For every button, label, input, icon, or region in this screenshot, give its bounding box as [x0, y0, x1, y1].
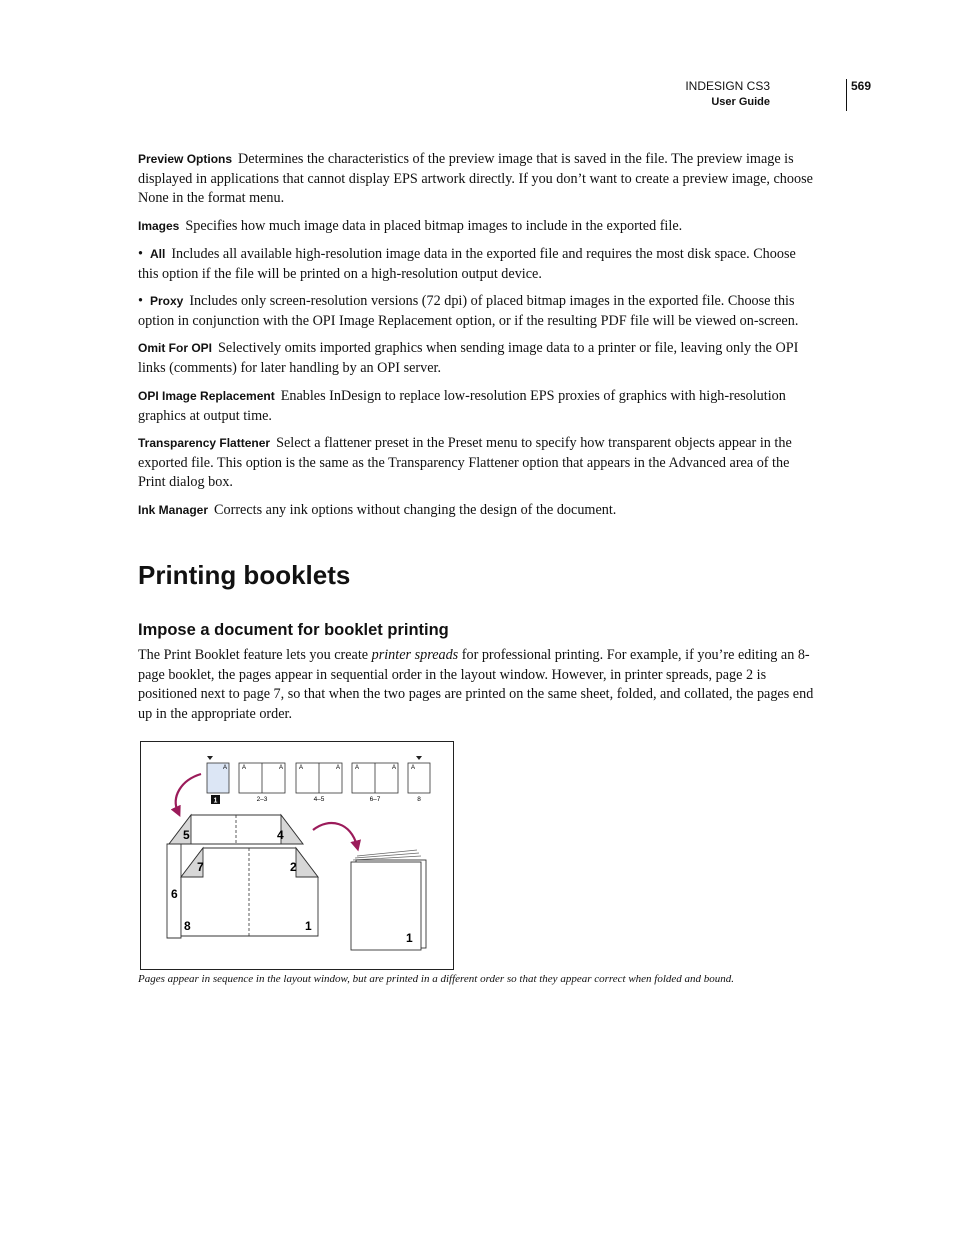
option-term: Ink Manager — [138, 503, 209, 517]
arrow-icon — [313, 823, 357, 846]
bullet: • — [138, 246, 143, 262]
page-number: 569 — [851, 79, 872, 93]
spread-indicator-icon — [416, 756, 422, 760]
booklet-figure — [140, 741, 454, 970]
layout-page-1 — [207, 756, 229, 805]
master-letter: A — [279, 765, 284, 771]
option-term: OPI Image Replacement — [138, 389, 275, 403]
master-letter: A — [411, 765, 416, 771]
layout-spread-6-7 — [352, 763, 398, 803]
option-ink-manager — [138, 501, 816, 521]
option-description: Selectively omits imported graphics when sending image data to a printer or file, leaving only the OPI links (comments) for later handling by an OPI server. — [138, 340, 799, 376]
option-all — [138, 245, 816, 284]
option-preview-options — [138, 150, 816, 209]
finished-booklet — [351, 850, 426, 950]
option-description: Determines the characteristics of the preview image that is saved in the file. The preview image is displayed in applications that cannot display EPS artwork directly. If you don’t want to create a preview image, choose None in the format menu. — [138, 151, 813, 206]
printer-sheets — [167, 815, 318, 938]
layout-spread-4-5 — [296, 763, 342, 803]
layout-spread-2-3 — [239, 763, 285, 803]
header-divider — [846, 79, 847, 111]
page-behind-number: 6 — [171, 887, 178, 901]
option-term: Images — [138, 219, 180, 233]
figure-caption: Pages appear in sequence in the layout window, but are printed in a different order so that they appear correct when folded and bound. — [138, 973, 735, 985]
option-term: Preview Options — [138, 152, 233, 166]
arrow-icon — [176, 774, 201, 812]
option-transparency-flattener — [138, 434, 816, 493]
option-description: Includes only screen-resolution versions (72 dpi) of placed bitmap images in the exported file. Choose this option in conjunction with the OPI Image Replacement option, or if the resulting PDF file will be viewed on-screen. — [138, 293, 799, 329]
sheet-front-bottom-right: 1 — [305, 919, 312, 933]
bullet: • — [138, 293, 143, 309]
layout-label-8: 8 — [417, 796, 421, 803]
layout-label-6-7: 6–7 — [369, 796, 381, 803]
option-description: Enables InDesign to replace low-resolution EPS proxies of graphics with high-resolution graphics at output time. — [138, 388, 786, 424]
sheet-back-right: 4 — [277, 828, 284, 842]
layout-page-8 — [408, 756, 430, 803]
spread-indicator-icon — [207, 756, 213, 760]
section-title: Printing booklets — [138, 560, 351, 590]
master-letter: A — [392, 765, 397, 771]
running-header — [685, 79, 880, 111]
option-term: Proxy — [149, 294, 184, 308]
option-description: Specifies how much image data in placed bitmap images to include in the exported file. — [185, 218, 683, 234]
option-images — [138, 217, 816, 237]
intro-emphasis: printer spreads — [371, 647, 459, 663]
sheet-back-left: 5 — [183, 828, 190, 842]
master-letter: A — [355, 765, 360, 771]
layout-label-4-5: 4–5 — [313, 796, 325, 803]
master-letter: A — [242, 765, 247, 771]
subsection-title: Impose a document for booklet printing — [138, 621, 449, 639]
sheet-front-top-right: 2 — [290, 860, 297, 874]
option-description: Includes all available high-resolution image data in the exported file and requires the most disk space. Choose this option if the file will be printed on a high-resolution output device. — [138, 246, 796, 282]
option-term: Omit For OPI — [138, 341, 213, 355]
intro-text-end: for professional printing. For example, if you’re editing an 8-page booklet, the pages appear in sequential order in the layout window. However, in printer spreads, page 2 is positioned next to page 7, so that when the two pages are printed on the same sheet, folded, and collated, the pages end up in the appropriate order. — [138, 647, 814, 722]
option-omit-for-opi — [138, 339, 816, 378]
option-opi-image-replacement — [138, 387, 816, 426]
header-guide: User Guide — [711, 96, 770, 108]
header-product: INDESIGN CS3 — [685, 79, 770, 93]
layout-label-2-3: 2–3 — [256, 796, 268, 803]
option-description: Corrects any ink options without changing the design of the document. — [214, 502, 617, 518]
option-term: Transparency Flattener — [138, 436, 271, 450]
sheet-front-top-left: 7 — [197, 860, 204, 874]
booklet-page-number: 1 — [406, 931, 413, 945]
layout-label-1: 1 — [213, 797, 218, 805]
intro-paragraph — [138, 646, 816, 724]
master-letter: A — [299, 765, 304, 771]
option-description: Select a flattener preset in the Preset menu to specify how transparent objects appear in the exported file. This option is the same as the Transparency Flattener option that appears in the Advanced area of the Print dialog box. — [138, 435, 792, 490]
master-letter: A — [223, 765, 228, 771]
option-proxy — [138, 292, 816, 331]
master-letter: A — [336, 765, 341, 771]
sheet-front-bottom-left: 8 — [184, 919, 191, 933]
option-term: All — [149, 247, 166, 261]
booklet-illustration — [141, 742, 453, 969]
intro-text-start: The Print Booklet feature lets you create — [138, 647, 372, 663]
